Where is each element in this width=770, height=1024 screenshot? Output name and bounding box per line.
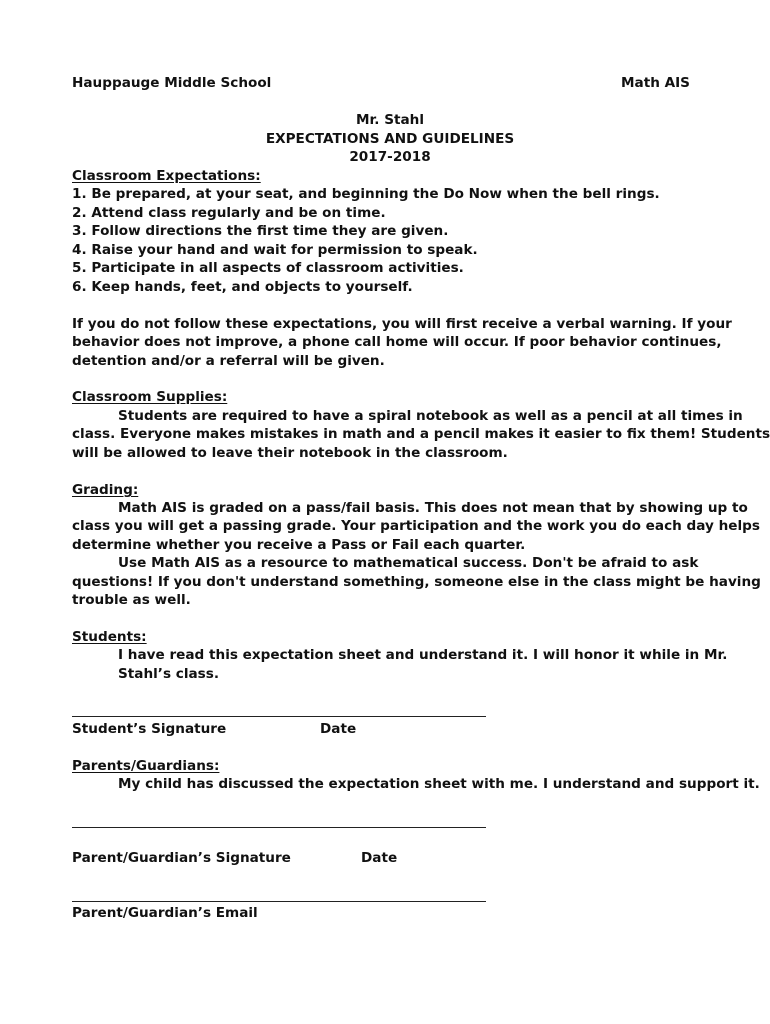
parent-date-label: Date (361, 850, 398, 866)
expectations-heading: Classroom Expectations: (72, 168, 261, 184)
grading-text: class you will get a passing grade. Your participation and the work you do each day helps (72, 518, 761, 534)
grading-text: Math AIS is graded on a pass/fail basis. This does not mean that by showing up to (118, 500, 748, 516)
parent-signature-line[interactable] (72, 827, 486, 828)
students-statement: I have read this expectation sheet and understand it. I will honor it while in Mr. (118, 647, 728, 663)
grading-text: determine whether you receive a Pass or Fail each quarter. (72, 537, 526, 553)
school-name: Hauppauge Middle School (72, 75, 272, 91)
document-title: EXPECTATIONS AND GUIDELINES (265, 131, 515, 147)
supplies-text: class. Everyone makes mistakes in math and a pencil makes it easier to fix them! Students (72, 426, 770, 442)
parent-email-label: Parent/Guardian’s Email (72, 905, 258, 921)
supplies-text: Students are required to have a spiral notebook as well as a pencil at all times in (118, 408, 743, 424)
supplies-text: will be allowed to leave their notebook in the classroom. (72, 445, 508, 461)
grading-text: trouble as well. (72, 592, 191, 608)
expectation-item: 2. Attend class regularly and be on time. (72, 205, 386, 221)
expectation-item: 1. Be prepared, at your seat, and beginning the Do Now when the bell rings. (72, 186, 660, 202)
grading-text: Use Math AIS as a resource to mathematical success. Don't be afraid to ask (118, 555, 699, 571)
consequence-text: detention and/or a referral will be given. (72, 353, 385, 369)
consequence-text: behavior does not improve, a phone call home will occur. If poor behavior continues, (72, 334, 722, 350)
expectation-item: 6. Keep hands, feet, and objects to yourself. (72, 279, 413, 295)
student-signature-label: Student’s Signature (72, 721, 227, 737)
grading-heading: Grading: (72, 482, 139, 498)
parent-email-line[interactable] (72, 901, 486, 902)
course-name: Math AIS (621, 75, 690, 91)
expectation-item: 3. Follow directions the first time they are given. (72, 223, 449, 239)
parents-statement: My child has discussed the expectation sheet with me. I understand and support it. (118, 776, 760, 792)
student-signature-line[interactable] (72, 716, 486, 717)
teacher-name: Mr. Stahl (356, 112, 424, 128)
school-year: 2017-2018 (349, 149, 431, 165)
grading-text: questions! If you don't understand something, someone else in the class might be having (72, 574, 761, 590)
expectation-item: 5. Participate in all aspects of classroom activities. (72, 260, 464, 276)
students-statement: Stahl’s class. (118, 666, 220, 682)
students-heading: Students: (72, 629, 147, 645)
expectation-item: 4. Raise your hand and wait for permission to speak. (72, 242, 478, 258)
supplies-heading: Classroom Supplies: (72, 389, 228, 405)
parent-signature-label: Parent/Guardian’s Signature (72, 850, 291, 866)
parents-heading: Parents/Guardians: (72, 758, 220, 774)
student-date-label: Date (320, 721, 357, 737)
consequence-text: If you do not follow these expectations, you will first receive a verbal warning. If your (72, 316, 732, 332)
